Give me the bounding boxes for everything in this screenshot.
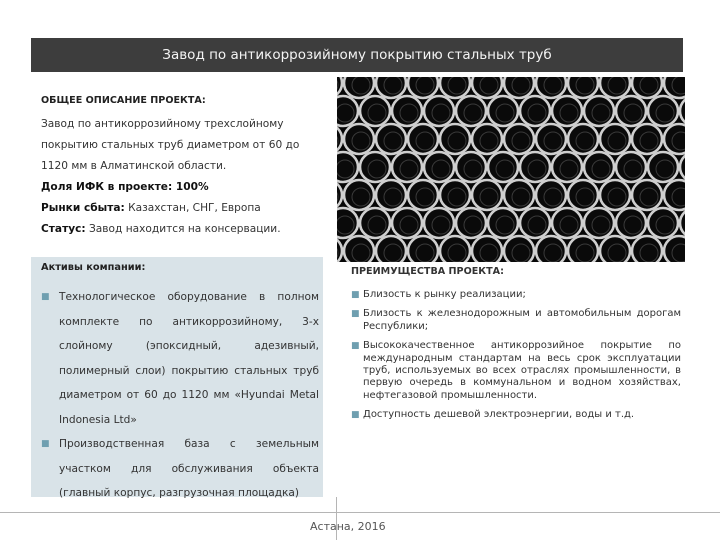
pipes-photo <box>337 77 685 262</box>
advantage-item-text: Высококачественное антикоррозийное покрытие по международным стандартам на весь срок эксплуатации труб, используемых во всех отраслях промышленности, в первую очередь в коммунальном и водном хозяйствах, нефтегазовой промышленности. <box>363 340 681 401</box>
bullet-icon: ■ <box>41 439 50 449</box>
pipe-end <box>680 152 685 182</box>
slide-title-bar <box>31 38 683 72</box>
project-description <box>41 90 327 240</box>
pipe-end <box>680 208 685 238</box>
status-line <box>41 219 327 240</box>
asset-item-text: Производственная база с земельным участком для обслуживания объекта (главный корпус, разгрузочная площадка) <box>59 438 319 499</box>
share-line <box>41 177 327 198</box>
asset-item <box>41 432 319 506</box>
advantage-item-text: Доступность дешевой электроэнергии, воды и т.д. <box>363 409 635 421</box>
description-heading: ОБЩЕЕ ОПИСАНИЕ ПРОЕКТА: <box>41 95 206 106</box>
pipe-end <box>680 96 685 126</box>
assets-panel <box>31 257 323 497</box>
advantage-item <box>351 289 681 301</box>
markets-value: Казахстан, СНГ, Европа <box>124 202 261 214</box>
bullet-icon: ■ <box>351 410 360 421</box>
assets-list <box>41 285 319 506</box>
advantages-section <box>351 266 681 429</box>
status-value: Завод находится на консервации. <box>85 223 281 235</box>
advantage-item-text: Близость к железнодорожным и автомобильным дорогам Республики; <box>363 308 681 332</box>
vertical-divider <box>336 497 337 540</box>
pipe-end <box>664 77 685 98</box>
bullet-icon: ■ <box>351 309 360 320</box>
advantages-heading: ПРЕИМУЩЕСТВА ПРОЕКТА: <box>351 266 504 277</box>
description-text: Завод по антикоррозийному трехслойному покрытию стальных труб диаметром от 60 до 1120 мм в Алматинской области. <box>41 118 300 172</box>
footer-text: Астана, 2016 <box>310 520 386 533</box>
advantage-item <box>351 409 681 421</box>
asset-item-text: Технологическое оборудование в полном комплекте по антикоррозийному, 3-х слойному (эпоксидный, адезивный, полимерный слои) покрытию стальных труб диаметром от 60 до 1120 мм «Hyundai Metal Indonesia Ltd» <box>59 291 319 426</box>
bullet-icon: ■ <box>351 290 360 300</box>
markets-label: Рынки сбыта: <box>41 202 125 214</box>
status-label: Статус: <box>41 223 86 235</box>
share-label: Доля ИФК в проекте: 100% <box>41 181 209 193</box>
pipe-end <box>337 236 342 262</box>
advantage-item <box>351 340 681 402</box>
bullet-icon: ■ <box>351 341 360 352</box>
markets-line <box>41 198 327 219</box>
advantage-item <box>351 308 681 333</box>
advantage-item-text: Близость к рынку реализации; <box>363 289 526 300</box>
asset-item <box>41 285 319 432</box>
footer-divider <box>0 512 720 513</box>
bullet-icon: ■ <box>41 292 50 302</box>
pipes-photo-drawing <box>337 77 685 262</box>
slide-title: Завод по антикоррозийному покрытию стальных труб <box>162 47 552 63</box>
pipe-end <box>664 236 685 262</box>
assets-heading: Активы компании: <box>41 262 146 273</box>
